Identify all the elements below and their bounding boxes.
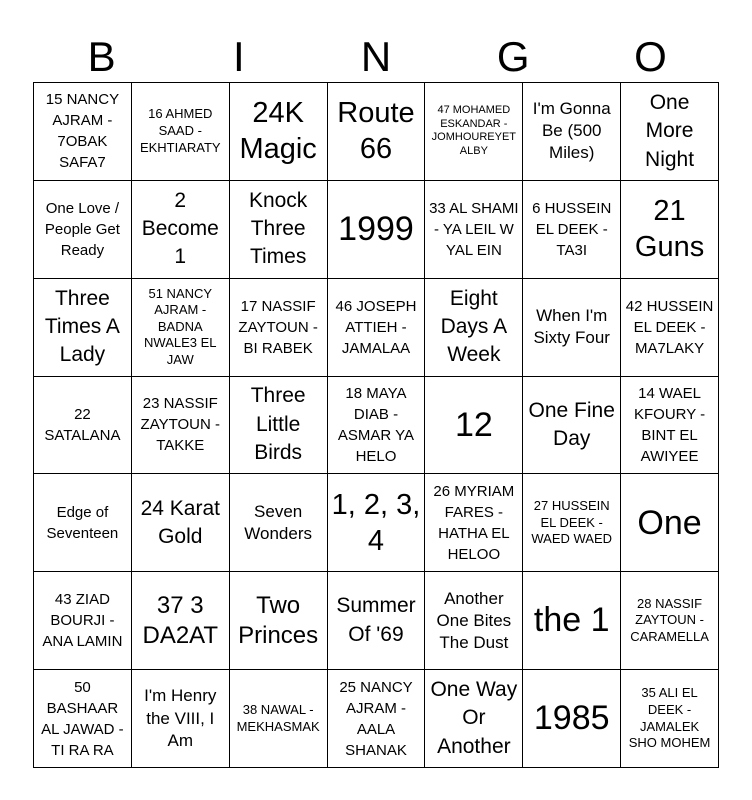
bingo-cell[interactable]: 37 3 DA2AT xyxy=(132,572,230,670)
bingo-cell[interactable]: 51 NANCY AJRAM - BADNA NWALE3 EL JAW xyxy=(132,279,230,377)
bingo-cell[interactable]: 24 Karat Gold xyxy=(132,474,230,572)
bingo-header xyxy=(33,30,719,84)
header-letter-i: I xyxy=(232,33,245,80)
bingo-cell[interactable]: 1, 2, 3, 4 xyxy=(328,474,426,572)
bingo-cell[interactable]: Two Princes xyxy=(230,572,328,670)
bingo-cell[interactable]: When I'm Sixty Four xyxy=(523,279,621,377)
bingo-cell[interactable]: 42 HUSSEIN EL DEEK - MA7LAKY xyxy=(621,279,719,377)
bingo-cell[interactable]: One Love / People Get Ready xyxy=(34,181,132,279)
bingo-cell[interactable]: 6 HUSSEIN EL DEEK - TA3I xyxy=(523,181,621,279)
bingo-cell[interactable]: 17 NASSIF ZAYTOUN - BI RABEK xyxy=(230,279,328,377)
bingo-cell[interactable]: Knock Three Times xyxy=(230,181,328,279)
bingo-cell[interactable]: 47 MOHAMED ESKANDAR - JOMHOUREYET ALBY xyxy=(425,83,523,181)
header-letter-g: G xyxy=(496,33,530,80)
bingo-cell[interactable]: One Fine Day xyxy=(523,377,621,475)
bingo-cell[interactable]: 15 NANCY AJRAM - 7OBAK SAFA7 xyxy=(34,83,132,181)
bingo-cell[interactable]: 23 NASSIF ZAYTOUN - TAKKE xyxy=(132,377,230,475)
bingo-cell[interactable]: 46 JOSEPH ATTIEH - JAMALAA xyxy=(328,279,426,377)
bingo-cell[interactable]: 18 MAYA DIAB - ASMAR YA HELO xyxy=(328,377,426,475)
bingo-cell[interactable]: Seven Wonders xyxy=(230,474,328,572)
bingo-cell[interactable]: I'm Henry the VIII, I Am xyxy=(132,670,230,768)
bingo-cell[interactable]: 28 NASSIF ZAYTOUN - CARAMELLA xyxy=(621,572,719,670)
bingo-cell[interactable]: Edge of Seventeen xyxy=(34,474,132,572)
header-letter-b: B xyxy=(87,33,116,80)
header-letter-o: O xyxy=(634,33,667,80)
bingo-cell[interactable]: Summer Of '69 xyxy=(328,572,426,670)
bingo-cell[interactable]: 35 ALI EL DEEK - JAMALEK SHO MOHEM xyxy=(621,670,719,768)
bingo-cell[interactable]: the 1 xyxy=(523,572,621,670)
bingo-cell[interactable]: 43 ZIAD BOURJI - ANA LAMIN xyxy=(34,572,132,670)
bingo-cell[interactable]: Three Little Birds xyxy=(230,377,328,475)
header-letter-n: N xyxy=(360,33,392,80)
bingo-cell[interactable]: Another One Bites The Dust xyxy=(425,572,523,670)
bingo-cell[interactable]: One xyxy=(621,474,719,572)
bingo-cell[interactable]: I'm Gonna Be (500 Miles) xyxy=(523,83,621,181)
bingo-cell[interactable]: 1999 xyxy=(328,181,426,279)
bingo-cell[interactable]: 16 AHMED SAAD - EKHTIARATY xyxy=(132,83,230,181)
bingo-cell[interactable]: 1985 xyxy=(523,670,621,768)
bingo-cell[interactable]: 50 BASHAAR AL JAWAD - TI RA RA xyxy=(34,670,132,768)
bingo-cell[interactable]: 21 Guns xyxy=(621,181,719,279)
bingo-cell[interactable]: 25 NANCY AJRAM - AALA SHANAK xyxy=(328,670,426,768)
bingo-cell[interactable]: 38 NAWAL - MEKHASMAK xyxy=(230,670,328,768)
bingo-cell[interactable]: 22 SATALANA xyxy=(34,377,132,475)
bingo-cell[interactable]: 14 WAEL KFOURY - BINT EL AWIYEE xyxy=(621,377,719,475)
bingo-cell[interactable]: 26 MYRIAM FARES - HATHA EL HELOO xyxy=(425,474,523,572)
bingo-cell[interactable]: Route 66 xyxy=(328,83,426,181)
bingo-cell[interactable]: Three Times A Lady xyxy=(34,279,132,377)
bingo-cell[interactable]: 2 Become 1 xyxy=(132,181,230,279)
bingo-cell[interactable]: 12 xyxy=(425,377,523,475)
bingo-cell[interactable]: One More Night xyxy=(621,83,719,181)
bingo-cell[interactable]: Eight Days A Week xyxy=(425,279,523,377)
bingo-cell[interactable]: 24K Magic xyxy=(230,83,328,181)
bingo-cell[interactable]: 27 HUSSEIN EL DEEK - WAED WAED xyxy=(523,474,621,572)
bingo-cell[interactable]: One Way Or Another xyxy=(425,670,523,768)
bingo-cell[interactable]: 33 AL SHAMI - YA LEIL W YAL EIN xyxy=(425,181,523,279)
bingo-grid xyxy=(33,82,719,768)
